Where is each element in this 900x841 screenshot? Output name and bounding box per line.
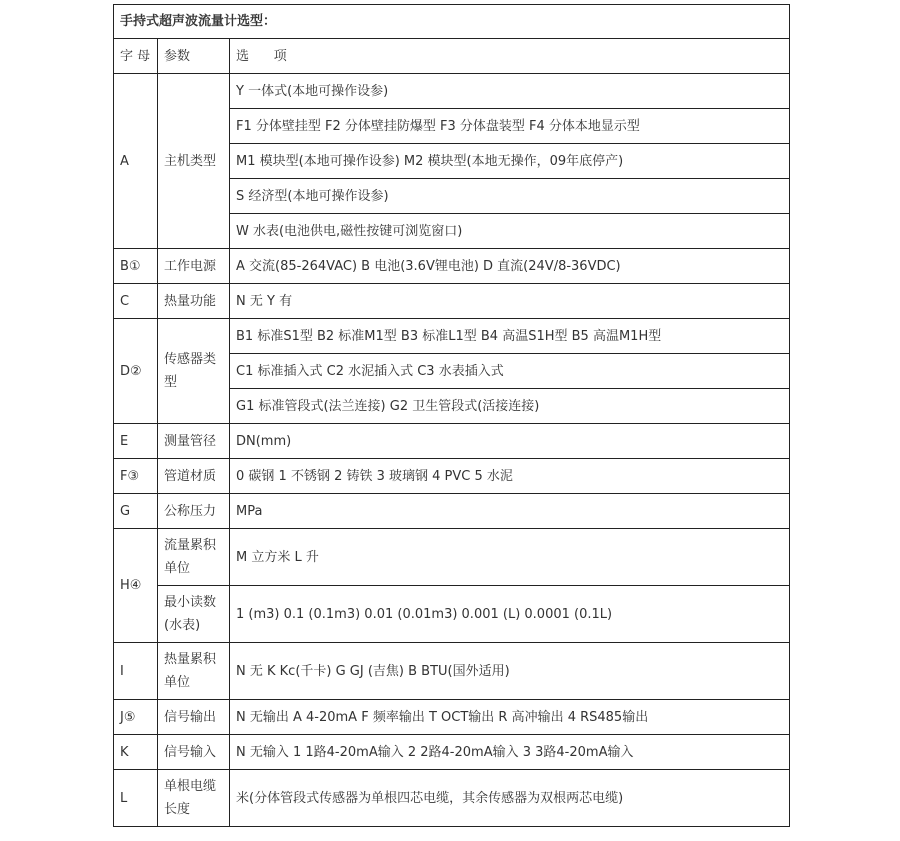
selection-table [113, 4, 790, 827]
table-row [114, 74, 790, 109]
table-row [114, 735, 790, 770]
row-option: 0 碳钢 1 不锈钢 2 铸铁 3 玻璃钢 4 PVC 5 水泥 [230, 459, 790, 494]
row-letter: A [114, 74, 158, 249]
row-option: DN(mm) [230, 424, 790, 459]
row-option: G1 标准管段式(法兰连接) G2 卫生管段式(活接连接) [230, 389, 790, 424]
row-option: W 水表(电池供电,磁性按键可浏览窗口) [230, 214, 790, 249]
row-letter: G [114, 494, 158, 529]
row-letter: K [114, 735, 158, 770]
row-param: 信号输入 [158, 735, 230, 770]
table-row [114, 459, 790, 494]
row-option: MPa [230, 494, 790, 529]
row-letter: C [114, 284, 158, 319]
row-option: 1 (m3) 0.1 (0.1m3) 0.01 (0.01m3) 0.001 (L) 0.0001 (0.1L) [230, 586, 790, 643]
table-title: 手持式超声波流量计选型： [114, 5, 790, 39]
row-param: 最小读数(水表) [158, 586, 230, 643]
row-param: 传感器类型 [158, 319, 230, 424]
row-letter: E [114, 424, 158, 459]
row-letter: D② [114, 319, 158, 424]
row-option: A 交流(85-264VAC) B 电池(3.6V锂电池) D 直流(24V/8-36VDC) [230, 249, 790, 284]
row-option: N 无 K Kc(千卡) G GJ (吉焦) B BTU(国外适用) [230, 643, 790, 700]
row-option: B1 标准S1型 B2 标准M1型 B3 标准L1型 B4 高温S1H型 B5 高温M1H型 [230, 319, 790, 354]
table-row [114, 770, 790, 827]
table-row [114, 249, 790, 284]
row-param: 流量累积单位 [158, 529, 230, 586]
row-option: M1 模块型(本地可操作设参) M2 模块型(本地无操作，09年底停产) [230, 144, 790, 179]
row-letter: J⑤ [114, 700, 158, 735]
row-letter: B① [114, 249, 158, 284]
table-row [114, 643, 790, 700]
table-row [114, 424, 790, 459]
row-letter: L [114, 770, 158, 827]
row-letter: H④ [114, 529, 158, 643]
table-row [114, 319, 790, 354]
header-row [114, 39, 790, 74]
row-param: 信号输出 [158, 700, 230, 735]
title-row [114, 5, 790, 39]
row-option: F1 分体壁挂型 F2 分体壁挂防爆型 F3 分体盘装型 F4 分体本地显示型 [230, 109, 790, 144]
row-option: N 无 Y 有 [230, 284, 790, 319]
row-letter: F③ [114, 459, 158, 494]
row-param: 热量功能 [158, 284, 230, 319]
header-letter: 字 母 [114, 39, 158, 74]
row-param: 管道材质 [158, 459, 230, 494]
row-param: 公称压力 [158, 494, 230, 529]
row-option: N 无输出 A 4-20mA F 频率输出 T OCT输出 R 高冲输出 4 RS485输出 [230, 700, 790, 735]
row-param: 工作电源 [158, 249, 230, 284]
row-param: 单根电缆长度 [158, 770, 230, 827]
table-row [114, 494, 790, 529]
row-option: C1 标准插入式 C2 水泥插入式 C3 水表插入式 [230, 354, 790, 389]
table-row [114, 529, 790, 586]
row-option: M 立方米 L 升 [230, 529, 790, 586]
row-letter: I [114, 643, 158, 700]
row-option: S 经济型(本地可操作设参) [230, 179, 790, 214]
table-row [114, 700, 790, 735]
header-options: 选 项 [230, 39, 790, 74]
row-param: 热量累积单位 [158, 643, 230, 700]
row-param: 测量管径 [158, 424, 230, 459]
header-param: 参数 [158, 39, 230, 74]
row-option: Y 一体式(本地可操作设参) [230, 74, 790, 109]
row-option: 米(分体管段式传感器为单根四芯电缆，其余传感器为双根两芯电缆) [230, 770, 790, 827]
table-row [114, 284, 790, 319]
row-param: 主机类型 [158, 74, 230, 249]
row-option: N 无输入 1 1路4-20mA输入 2 2路4-20mA输入 3 3路4-20mA输入 [230, 735, 790, 770]
